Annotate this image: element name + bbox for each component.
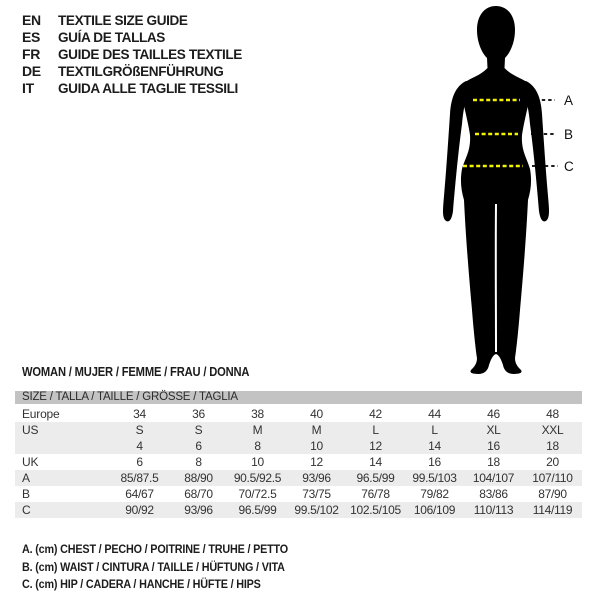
size-cell: 36	[192, 407, 205, 421]
size-cell: 8	[254, 439, 261, 453]
row-label: B	[22, 487, 30, 501]
legend-hip: C. (cm) HIP / CADERA / HANCHE / HÜFTE / HIPS	[22, 577, 261, 591]
lang-code: EN	[22, 11, 41, 28]
size-cell: 99.5/103	[412, 471, 457, 485]
size-cell: L	[431, 423, 438, 437]
size-cell: 4	[136, 439, 143, 453]
row-label: Europe	[22, 407, 60, 421]
lang-code: DE	[22, 63, 41, 80]
table-row-hip	[15, 502, 582, 518]
size-cell: 42	[369, 407, 382, 421]
size-cell: 107/110	[532, 471, 573, 485]
lang-label: TEXTILGRÖßENFÜHRUNG	[58, 63, 224, 80]
size-cell: 70/72.5	[238, 487, 277, 501]
lang-label: TEXTILE SIZE GUIDE	[58, 11, 188, 28]
row-label: C	[22, 503, 31, 517]
size-cell: 87/90	[538, 487, 567, 501]
woman-silhouette-svg	[430, 4, 590, 374]
measurement-figure	[430, 4, 590, 374]
lang-code: IT	[22, 80, 34, 97]
row-label: US	[22, 423, 39, 437]
size-cell: 14	[428, 439, 441, 453]
size-cell: 90/92	[125, 503, 154, 517]
size-cell: 104/107	[472, 471, 515, 485]
size-cell: 18	[487, 455, 500, 469]
size-cell: 99.5/102	[294, 503, 339, 517]
size-cell: 18	[546, 439, 559, 453]
size-cell: 96.5/99	[356, 471, 395, 485]
size-cell: 64/67	[125, 487, 154, 501]
size-cell: 10	[310, 439, 323, 453]
size-cell: 83/86	[479, 487, 508, 501]
size-cell: M	[252, 423, 263, 437]
table-row-uk	[15, 454, 582, 470]
lang-row-en	[22, 11, 248, 28]
size-cell: 96.5/99	[238, 503, 277, 517]
size-cell: 46	[487, 407, 500, 421]
size-cell: 102.5/105	[350, 503, 401, 517]
size-cell: 114/119	[532, 503, 573, 517]
size-cell: 6	[136, 455, 143, 469]
size-cell: 93/96	[184, 503, 213, 517]
size-cell: 110/113	[473, 503, 514, 517]
size-table	[15, 391, 582, 518]
lang-code: FR	[22, 45, 41, 62]
size-cell: M	[311, 423, 322, 437]
size-cell: 40	[310, 407, 323, 421]
size-cell: 48	[546, 407, 559, 421]
size-cell: 38	[251, 407, 264, 421]
size-cell: 12	[369, 439, 382, 453]
lang-row-es	[22, 28, 248, 45]
size-cell: 16	[428, 455, 441, 469]
size-cell: 12	[310, 455, 323, 469]
size-cell: 73/75	[302, 487, 331, 501]
legend-chest: A. (cm) CHEST / PECHO / POITRINE / TRUHE / PETTO	[22, 542, 288, 556]
gender-title: WOMAN / MUJER / FEMME / FRAU / DONNA	[22, 364, 250, 379]
size-cell: 106/109	[413, 503, 456, 517]
size-cell: 85/87.5	[120, 471, 159, 485]
size-cell: 6	[195, 439, 202, 453]
table-row-us	[15, 422, 582, 438]
size-cell: 68/70	[184, 487, 213, 501]
row-label: A	[22, 471, 30, 485]
row-label: UK	[22, 455, 39, 469]
lang-row-de	[22, 63, 248, 80]
marker-label-a: A	[564, 93, 574, 108]
measurement-legend	[22, 542, 318, 595]
size-cell: 44	[428, 407, 441, 421]
table-row-europe	[15, 406, 582, 422]
size-cell: L	[372, 423, 379, 437]
size-cell: 10	[251, 455, 264, 469]
lang-label: GUIDE DES TAILLES TEXTILE	[58, 45, 242, 62]
size-table-header: SIZE / TALLA / TAILLE / GRÖSSE / TAGLIA	[15, 391, 582, 404]
size-cell: 76/78	[361, 487, 390, 501]
marker-label-c: C	[564, 159, 574, 174]
lang-row-it	[22, 80, 248, 97]
size-cell: 93/96	[302, 471, 331, 485]
table-row-chest	[15, 470, 582, 486]
size-cell: 14	[369, 455, 382, 469]
size-cell: S	[194, 423, 203, 437]
lang-row-fr	[22, 45, 248, 62]
size-cell: 20	[546, 455, 559, 469]
table-row-waist	[15, 486, 582, 502]
size-cell: XL	[486, 423, 501, 437]
size-cell: 90.5/92.5	[233, 471, 282, 485]
size-cell: 88/90	[184, 471, 213, 485]
table-row-us-numeric	[15, 438, 582, 454]
size-cell: 16	[487, 439, 500, 453]
size-cell: 79/82	[420, 487, 449, 501]
lang-label: GUIDA ALLE TAGLIE TESSILI	[58, 80, 238, 97]
size-cell: S	[135, 423, 144, 437]
language-list	[22, 11, 248, 97]
size-cell: 8	[195, 455, 202, 469]
lang-label: GUÍA DE TALLAS	[58, 28, 165, 45]
legend-waist: B. (cm) WAIST / CINTURA / TAILLE / HÜFTUNG / VITA	[22, 559, 285, 574]
size-cell: XXL	[541, 423, 564, 437]
marker-label-b: B	[564, 127, 574, 142]
lang-code: ES	[22, 28, 41, 45]
size-cell: 34	[133, 407, 146, 421]
